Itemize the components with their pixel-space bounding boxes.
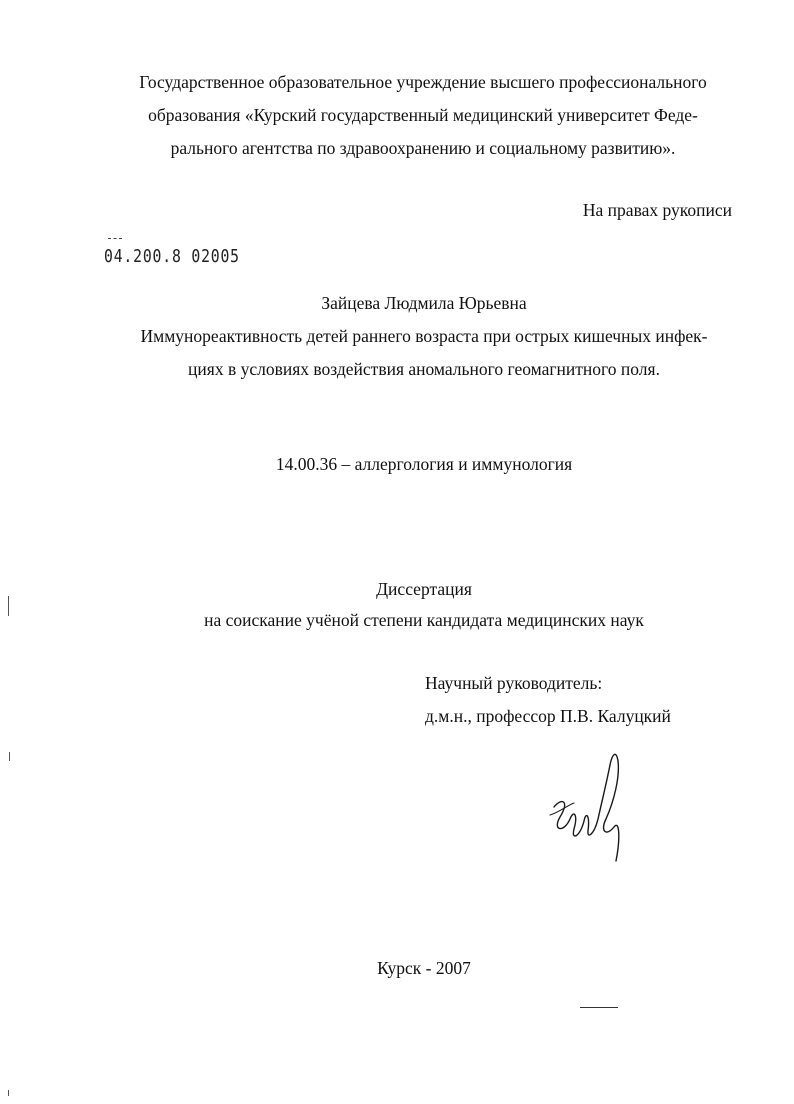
scan-edge-mark-3 [8, 1090, 9, 1096]
scan-edge-mark-2 [9, 752, 10, 761]
catalog-number: 04.200.8 02005 [104, 246, 240, 267]
bottom-dash-mark [580, 1007, 618, 1008]
institution-line-3: рального агентства по здравоохранению и социальному развитию». [170, 138, 676, 158]
scan-edge-mark-1 [8, 596, 9, 616]
specialty-code: 14.00.36 – аллергология и иммунология [275, 454, 573, 474]
supervisor-label: Научный руководитель: [425, 673, 603, 693]
thesis-title-line-2: циях в условиях воздействия аномального геомагнитного поля. [188, 359, 660, 379]
author-name: Зайцева Людмила Юрьевна [321, 293, 527, 313]
institution-line-1: Государственное образовательное учреждение высшего профессионального [139, 72, 707, 92]
manuscript-note: На правах рукописи [582, 200, 732, 220]
degree-type: Диссертация [376, 579, 472, 599]
handwritten-signature [540, 745, 640, 870]
thesis-title-line-1: Иммунореактивность детей раннего возраста при острых кишечных инфек- [140, 326, 708, 346]
city-year: Курск - 2007 [377, 958, 471, 978]
degree-purpose: на соискание учёной степени кандидата медицинских наук [204, 610, 644, 630]
institution-line-2: образования «Курский государственный медицинский университет Феде- [148, 105, 698, 125]
supervisor-name: д.м.н., профессор П.В. Калуцкий [425, 706, 671, 726]
catalog-tick-mark [108, 238, 122, 241]
